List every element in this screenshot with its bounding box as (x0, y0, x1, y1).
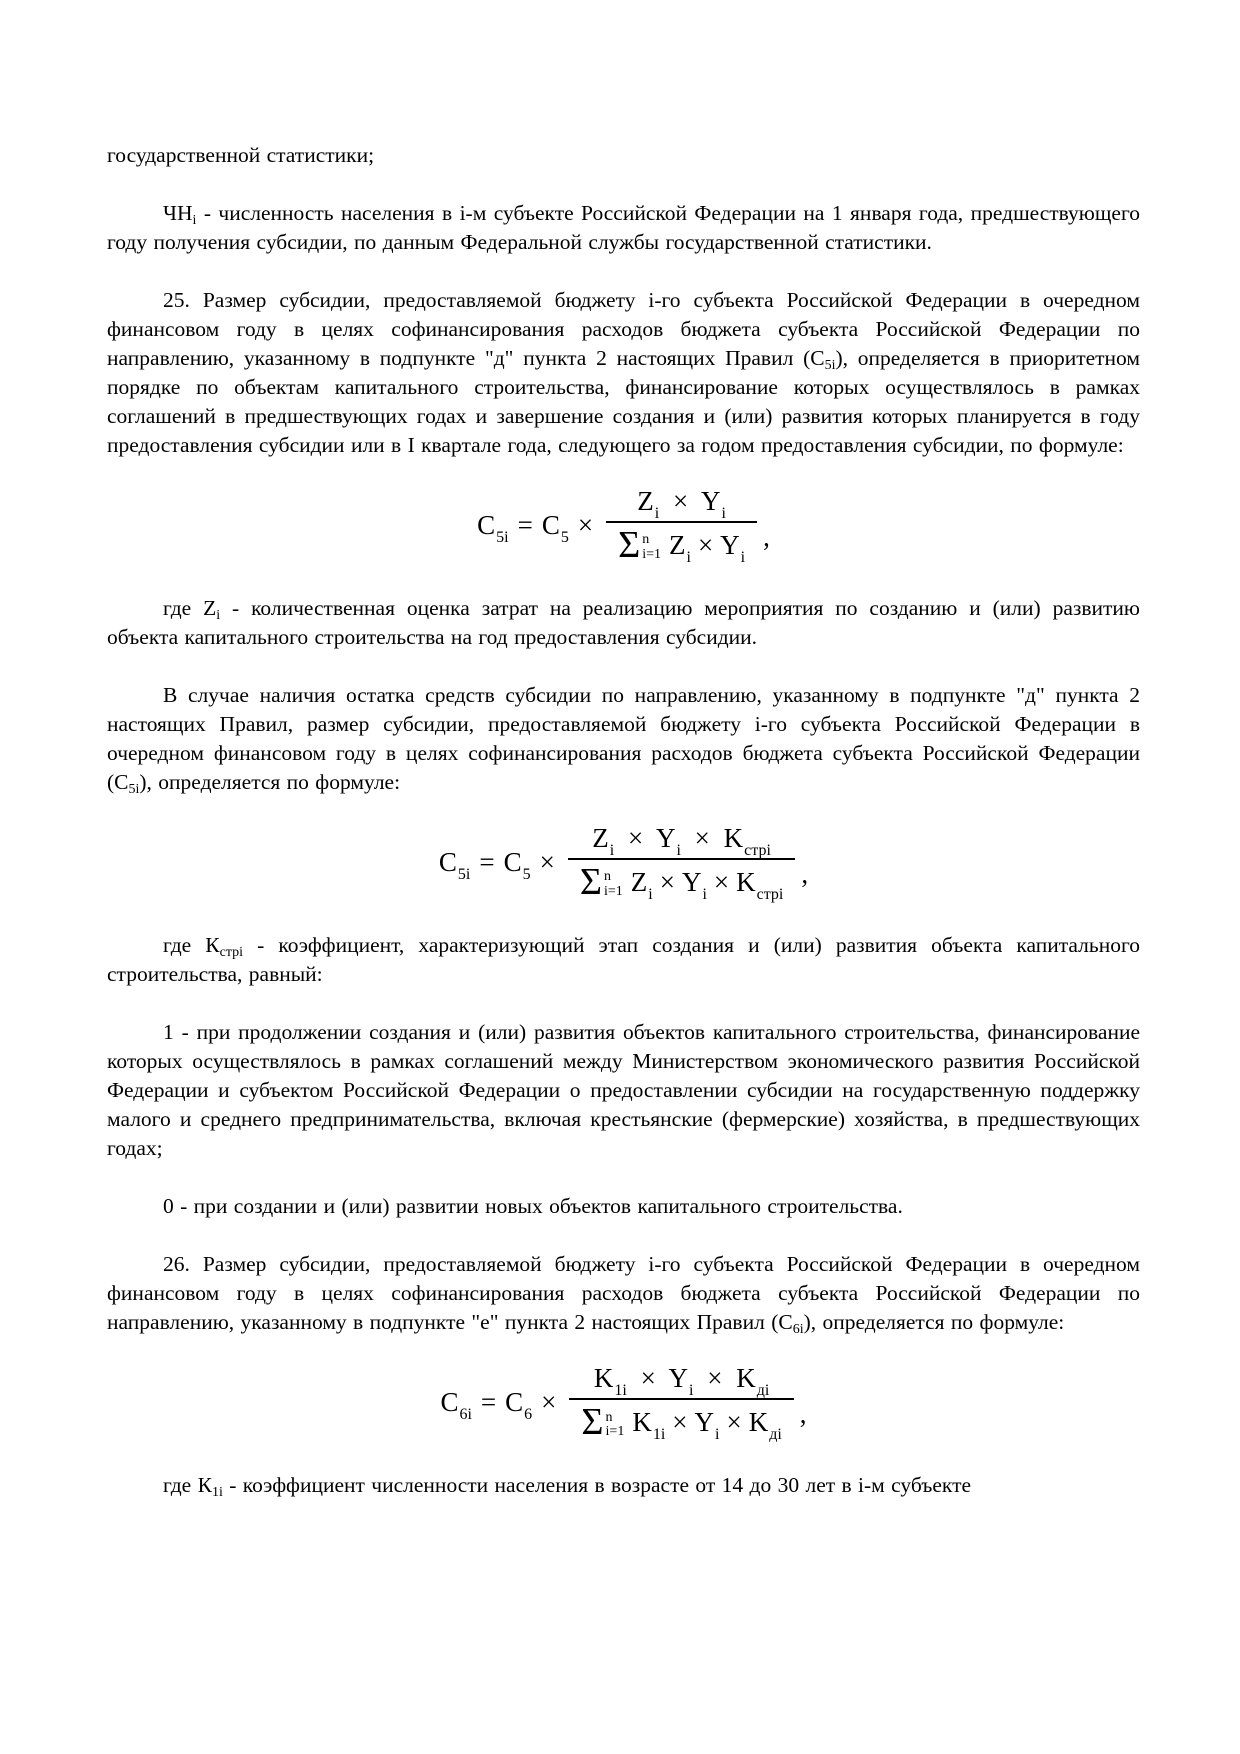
fraction-numerator (582, 1363, 781, 1398)
math-var (736, 1363, 770, 1400)
math-subscript: 5i (496, 529, 509, 547)
multiply-sign: × (541, 1387, 557, 1418)
subscript: стрi (219, 945, 244, 961)
summation-limits (606, 1411, 625, 1440)
math-base: K (748, 1406, 769, 1437)
math-subscript: i (648, 885, 653, 903)
math-subscript: 6i (459, 1406, 472, 1424)
paragraph-text: ЧН (163, 201, 193, 225)
paragraph-item-25 (107, 286, 1140, 460)
math-base: Z (637, 486, 654, 516)
math-subscript: i (609, 842, 615, 860)
paragraph-text: государственной статистики; (107, 143, 375, 167)
math-var (505, 1387, 533, 1424)
paragraph-text: где Z (163, 596, 217, 621)
formula-comma: , (799, 1399, 807, 1430)
multiply-sign: × (694, 823, 710, 854)
math-base: C (503, 847, 522, 878)
fraction-denominator (568, 858, 796, 902)
math-var (748, 1406, 782, 1443)
math-var (541, 510, 569, 547)
math-base: C (477, 510, 496, 541)
summation-lower-limit: i=1 (642, 547, 661, 563)
subscript: 1i (211, 1485, 223, 1501)
math-var (668, 529, 691, 566)
paragraph-value-0 (107, 1192, 1140, 1221)
math-var (668, 1363, 694, 1400)
paragraph-text: - коэффициент, характеризующий этап создания и (или) развития объекта капитального строительства, равный: (107, 933, 1140, 987)
math-base: C (505, 1387, 524, 1418)
paragraph-text: В случае наличия остатка средств субсидии по направлению, указанному в подпункте "д" пункта 2 настоящих Правил, размер субсидии, предоставляемой бюджету i-го субъекта Российской Федерации в очередном финансовом году в целях софинансирования расходов бюджета субъекта Российской Федерации (С (107, 683, 1140, 795)
math-var (720, 529, 746, 566)
math-var (700, 486, 726, 522)
multiply-sign: × (713, 866, 730, 897)
math-var (736, 866, 784, 903)
multiply-sign: × (707, 1363, 723, 1394)
subscript: i (192, 213, 197, 228)
paragraph-text: 1 - при продолжении создания и (или) развития объектов капитального строительства, финансирование которых осуществлялось в рамках соглашений между Министерством экономического развития Российской Федерации и субъектом Российской Федерации о предоставлении субсидии на государственную поддержку малого и среднего предпринимательства, включая крестьянские (фермерские) хозяйства, в предшествующих годах; (107, 1020, 1140, 1161)
sigma-symbol: Σ (581, 1401, 604, 1444)
summation-limits (642, 533, 661, 562)
summation-limits (604, 870, 623, 899)
paragraph-remainder-case (107, 681, 1140, 797)
math-var (440, 1387, 472, 1424)
math-subscript: 5 (522, 866, 531, 884)
paragraph-kstr-definition (107, 931, 1140, 989)
summation-upper-limit: n (603, 869, 611, 885)
math-base: Y (655, 823, 676, 854)
math-var (503, 847, 531, 884)
paragraph-text: ), определяется по формуле: (803, 1310, 1065, 1335)
math-base: Y (668, 1363, 689, 1394)
multiply-sign: × (640, 1363, 656, 1394)
math-base: K (723, 823, 744, 854)
paragraph-text: - численность населения в i-м субъекте Российской Федерации на 1 января года, предшествующего году получения субсидии, по данным Федеральной службы государственной статистики. (107, 201, 1140, 254)
subscript: 5i (824, 358, 836, 373)
math-subscript: i (689, 1382, 694, 1400)
fraction (568, 823, 796, 902)
paragraph-text: 0 - при создании и (или) развитии новых объектов капитального строительства. (163, 1194, 903, 1219)
paragraph-z-definition (107, 594, 1140, 652)
multiply-sign: × (697, 529, 714, 560)
subscript: 5i (128, 782, 140, 798)
fraction (606, 486, 757, 565)
subscript: 6i (792, 1322, 804, 1338)
math-var (637, 486, 660, 522)
math-subscript: i (740, 548, 746, 566)
summation (618, 524, 661, 566)
summation-upper-limit: n (642, 532, 650, 548)
fraction-denominator (569, 1398, 793, 1442)
math-var (593, 1363, 627, 1400)
math-base: K (593, 1363, 614, 1394)
formula-c5i-remainder (107, 823, 1140, 902)
math-var (723, 823, 771, 860)
math-var (438, 847, 471, 884)
summation-lower-limit: i=1 (603, 884, 623, 900)
paragraph-text: - коэффициент численности населения в возрасте от 14 до 30 лет в i-м субъекте (222, 1473, 972, 1498)
math-subscript: i (702, 885, 707, 903)
paragraph-item-26 (107, 1250, 1140, 1337)
math-subscript: дi (756, 1382, 770, 1400)
paragraph-text: - количественная оценка затрат на реализацию мероприятия по созданию и (или) развитию объекта капитального строительства на год предоставления субсидии. (107, 596, 1140, 650)
paragraph-k1i-definition (107, 1471, 1140, 1500)
fraction-denominator (606, 521, 757, 565)
summation (581, 1401, 625, 1444)
math-subscript: 1i (614, 1382, 627, 1400)
equals-sign: = (479, 847, 495, 878)
paragraph-continuation (107, 141, 1140, 170)
math-subscript: 5i (457, 866, 471, 884)
math-subscript: 5 (560, 529, 569, 547)
math-base: Z (668, 529, 686, 560)
math-var (681, 866, 707, 903)
sigma-symbol: Σ (618, 524, 641, 566)
math-var (694, 1406, 720, 1443)
summation (579, 861, 623, 904)
formula-comma: , (763, 522, 770, 553)
math-subscript: стрi (744, 842, 771, 860)
summation-lower-limit: i=1 (605, 1424, 625, 1440)
formula-comma: , (801, 859, 809, 890)
paragraph-text: ), определяется по формуле: (139, 770, 401, 795)
math-base: Z (592, 823, 609, 854)
math-base: C (438, 847, 457, 878)
multiply-sign: × (627, 823, 644, 854)
paragraph-value-1 (107, 1018, 1140, 1163)
formula-c5i (107, 486, 1140, 565)
subscript: i (216, 608, 221, 624)
math-var (632, 1406, 666, 1443)
equals-sign: = (480, 1387, 497, 1418)
math-subscript: 6 (524, 1406, 533, 1424)
sigma-symbol: Σ (579, 861, 602, 904)
math-base: Y (720, 529, 740, 560)
multiply-sign: × (577, 510, 594, 541)
fraction-numerator (580, 823, 783, 858)
math-base: K (736, 1363, 756, 1394)
multiply-sign: × (672, 1406, 688, 1437)
paragraph-text: 26. Размер субсидии, предоставляемой бюджету i-го субъекта Российской Федерации в очередном финансовом году в целях софинансирования расходов бюджета субъекта Российской Федерации по направлению, указанному в подпункте "е" пункта 2 настоящих Правил (С (107, 1252, 1140, 1335)
math-subscript: дi (769, 1425, 782, 1443)
math-base: K (736, 866, 756, 897)
math-base: Y (694, 1406, 715, 1437)
paragraph-text: где К (163, 933, 220, 958)
math-var (655, 823, 681, 860)
math-base: Z (630, 866, 648, 897)
math-subscript: i (654, 505, 660, 522)
math-subscript: i (721, 505, 726, 522)
math-var (630, 866, 653, 903)
math-base: C (541, 510, 560, 541)
paragraph-text: ), определяется в приоритетном порядке по объектам капитального строительства, финансирование которых осуществлялось в рамках соглашений в предшествующих годах и завершение создания и (или) развития которых планируется в году предоставления субсидии или в I квартале года, следующего за годом предоставления субсидии, по формуле: (107, 346, 1140, 457)
paragraph-chn-definition (107, 199, 1140, 257)
paragraph-text: 25. Размер субсидии, предоставляемой бюджету i-го субъекта Российской Федерации в очередном финансовом году в целях софинансирования расходов бюджета субъекта Российской Федерации по направлению, указанному в подпункте "д" пункта 2 настоящих Правил (С (107, 288, 1140, 370)
math-subscript: i (676, 842, 681, 860)
math-base: Y (700, 486, 721, 516)
summation-upper-limit: n (605, 1409, 613, 1425)
math-base: K (632, 1406, 652, 1437)
math-var (477, 510, 509, 547)
math-subscript: i (686, 548, 691, 566)
math-subscript: стрi (756, 885, 784, 903)
math-base: Y (681, 866, 702, 897)
math-var (592, 823, 615, 860)
math-base: C (440, 1387, 459, 1418)
multiply-sign: × (726, 1406, 742, 1437)
equals-sign: = (517, 510, 533, 541)
paragraph-text: где К (163, 1473, 212, 1498)
fraction-numerator (625, 486, 738, 521)
multiply-sign: × (539, 847, 555, 878)
math-subscript: 1i (652, 1425, 666, 1443)
fraction (569, 1363, 793, 1442)
multiply-sign: × (672, 486, 689, 516)
formula-c6i (107, 1363, 1140, 1442)
multiply-sign: × (659, 866, 675, 897)
math-subscript: i (715, 1425, 720, 1443)
